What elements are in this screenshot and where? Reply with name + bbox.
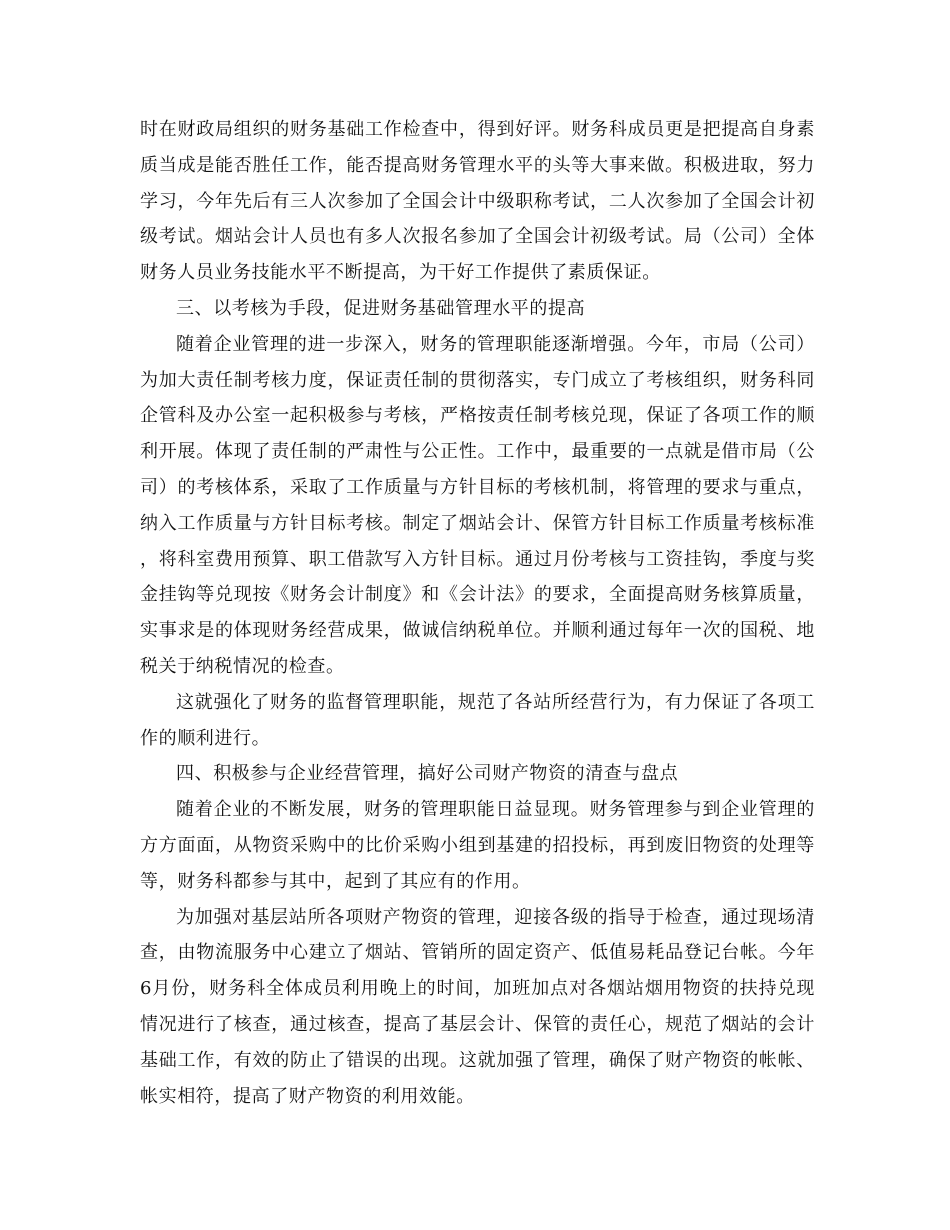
section-heading-three: 三、以考核为手段，促进财务基础管理水平的提高 — [176, 297, 586, 319]
paragraph-supervision: 这就强化了财务的监督管理职能，规范了各站所经营行为，有力保证了各项工作的顺利进行。 — [140, 691, 815, 749]
document-body — [140, 112, 815, 1114]
paragraph-assessment: 随着企业管理的进一步深入，财务的管理职能逐渐增强。今年，市局（公司）为加大责任制考核力度，保证责任制的贯彻落实，专门成立了考核组织，财务科同企管科及办公室一起积极参与考核，严格按责任制考核兑现，保证了各项工作的顺利开展。体现了责任制的严肃性与公正性。工作中，最重要的一点就是借市局（公司）的考核体系，采取了工作质量与方针目标的考核机制，将管理的要求与重点，纳入工作质量与方针目标考核。制定了烟站会计、保管方针目标工作质量考核标准，将科室费用预算、职工借款写入方针目标。通过月份考核与工资挂钩，季度与奖金挂钩等兑现按《财务会计制度》和《会计法》的要求，全面提高财务核算质量，实事求是的体现财务经营成果，做诚信纳税单位。并顺利通过每年一次的国税、地税关于纳税情况的检查。 — [140, 333, 815, 677]
paragraph-asset-inventory: 为加强对基层站所各项财产物资的管理，迎接各级的指导于检查，通过现场清查，由物流服务中心建立了烟站、管销所的固定资产、低值易耗品登记台帐。今年6月份，财务科全体成员利用晚上的时间，加班加点对各烟站烟用物资的扶持兑现情况进行了核查，通过核查，提高了基层会计、保管的责任心，规范了烟站的会计基础工作，有效的防止了错误的出现。这就加强了管理，确保了财产物资的帐帐、帐实相符，提高了财产物资的利用效能。 — [140, 906, 815, 1107]
paragraph-management-role: 随着企业的不断发展，财务的管理职能日益显现。财务管理参与到企业管理的方方面面，从物资采购中的比价采购小组到基建的招投标，再到废旧物资的处理等等，财务科都参与其中，起到了其应有的作用。 — [140, 799, 815, 892]
section-heading-four: 四、积极参与企业经营管理，搞好公司财产物资的清查与盘点 — [176, 763, 679, 785]
paragraph-continuation: 时在财政局组织的财务基础工作检查中，得到好评。财务科成员更是把提高自身素质当成是能否胜任工作，能否提高财务管理水平的头等大事来做。积极进取，努力学习，今年先后有三人次参加了全国会计中级职称考试，二人次参加了全国会计初级考试。烟站会计人员也有多人次报名参加了全国会计初级考试。局（公司）全体财务人员业务技能水平不断提高，为干好工作提供了素质保证。 — [140, 119, 815, 284]
